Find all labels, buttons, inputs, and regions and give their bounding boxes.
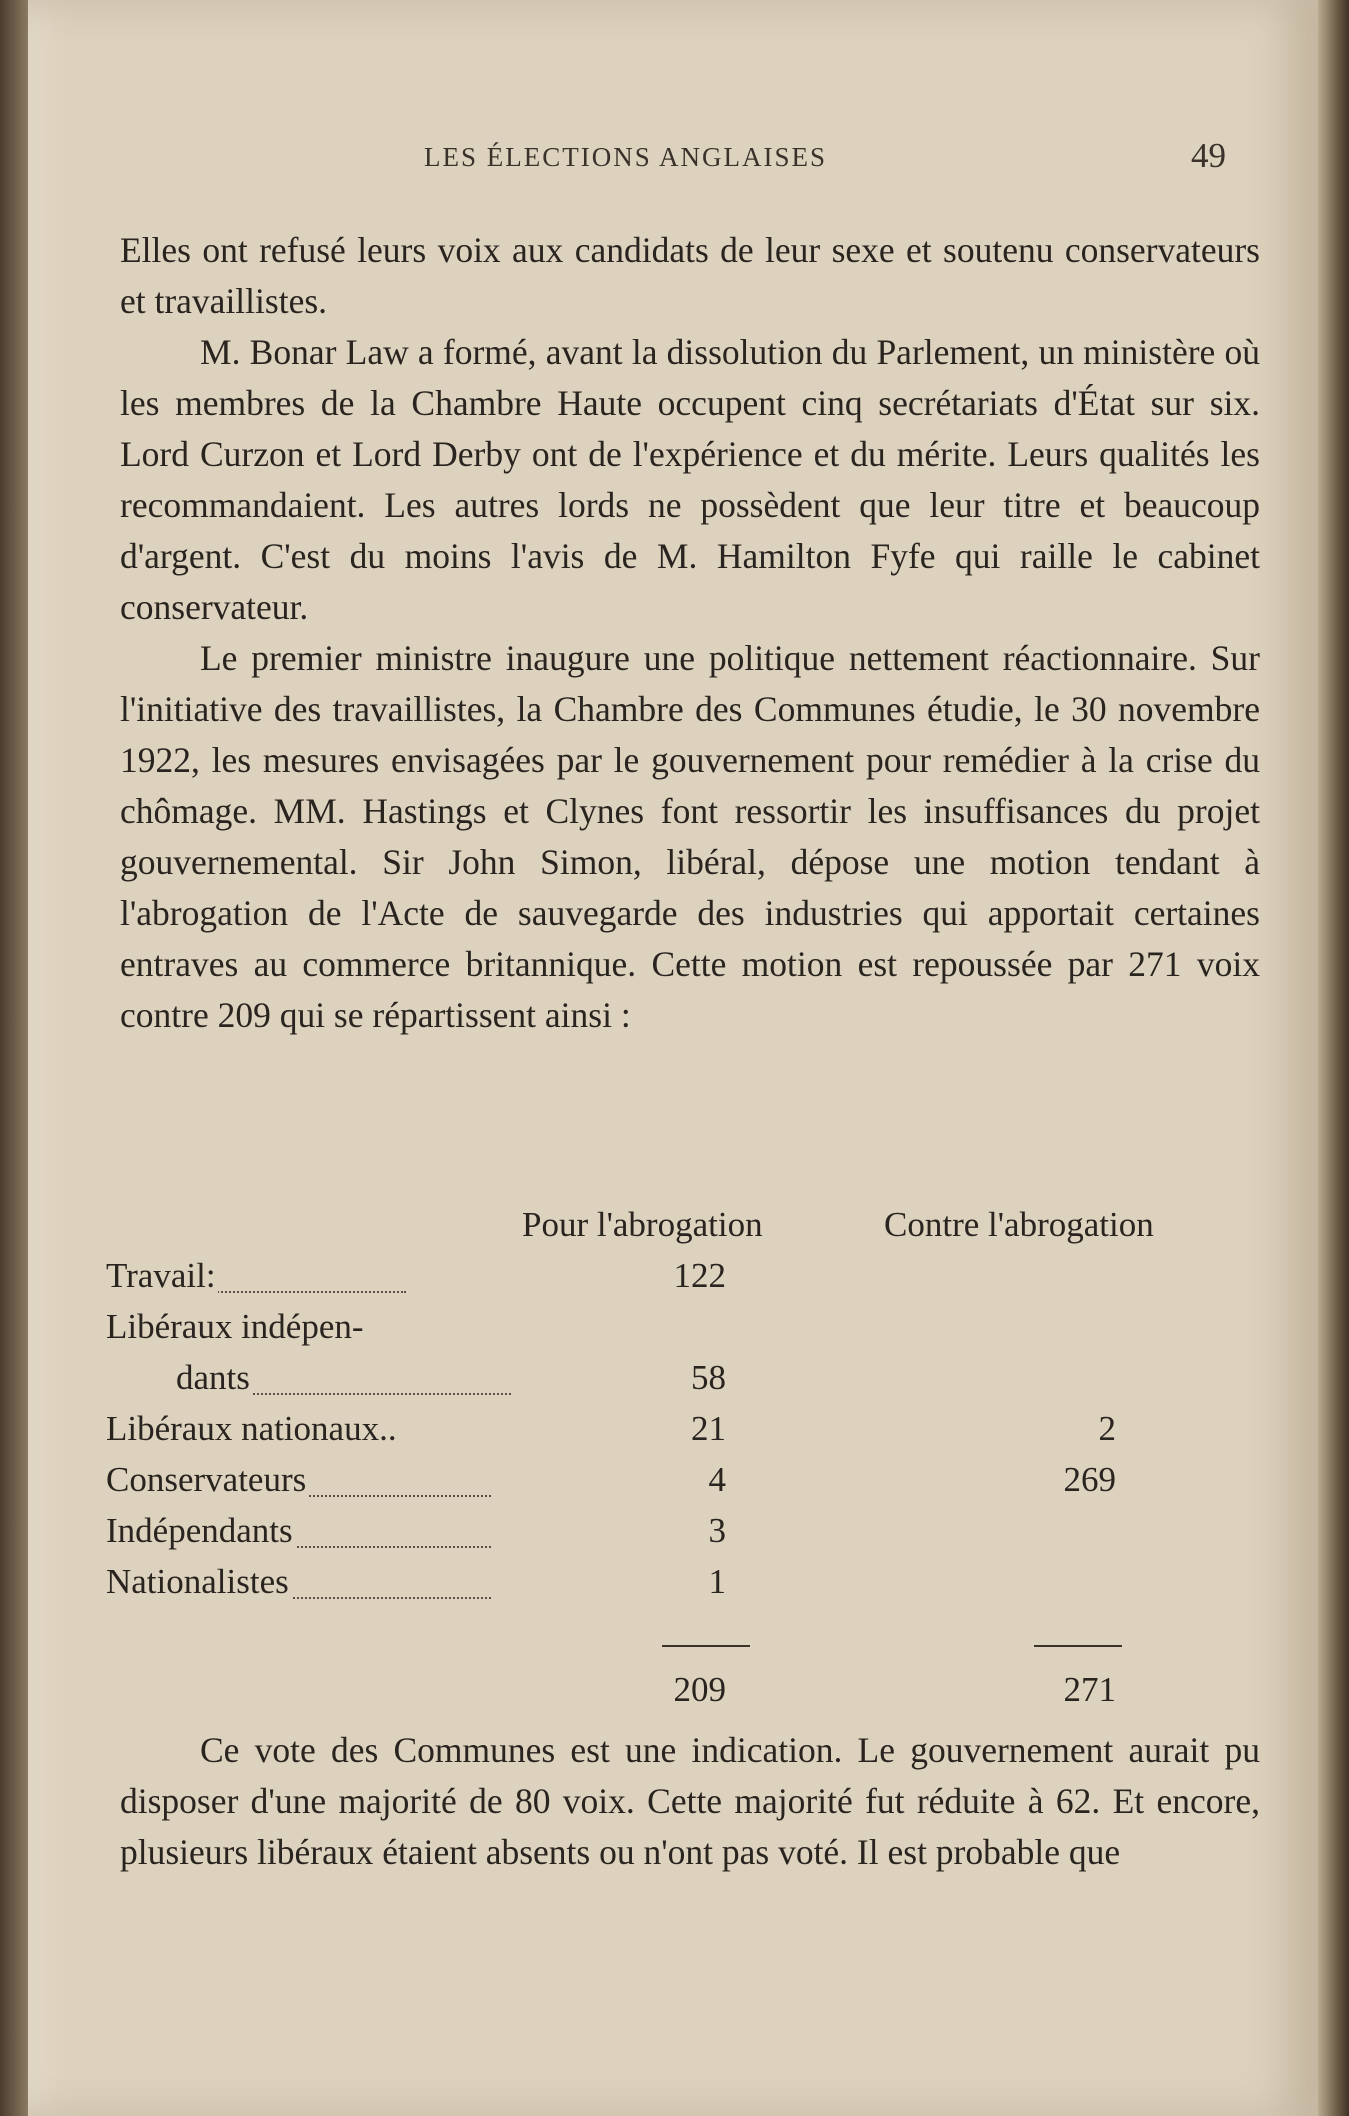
value-contre: 269 xyxy=(1063,1460,1116,1499)
party-label: dants xyxy=(176,1358,511,1409)
page-edge xyxy=(1318,0,1349,2116)
party-label: Libéraux nationaux.. xyxy=(106,1409,397,1448)
party-label: Indépendants xyxy=(106,1511,491,1562)
table-row xyxy=(106,1460,1266,1511)
column-header-contre: Contre l'abrogation xyxy=(884,1205,1154,1244)
closing-text xyxy=(120,1725,1260,1878)
party-label: Conservateurs xyxy=(106,1460,491,1511)
value-pour: 4 xyxy=(708,1460,726,1499)
paragraph-4: Ce vote des Communes est une indication. Le gouvernement aurait pu disposer d'une majorité de 80 voix. Cette majorité fut réduite à 62. Et encore, plusieurs libéraux étaient absents ou n'ont pas voté. Il est probable que xyxy=(120,1730,1260,1872)
table-row xyxy=(106,1562,1266,1613)
total-contre: 271 xyxy=(1063,1670,1116,1709)
book-gutter-shadow xyxy=(0,0,28,2116)
paragraph-1: Elles ont refusé leurs voix aux candidats de leur sexe et soutenu conservateurs et travaillistes. xyxy=(120,230,1260,321)
page-header xyxy=(28,136,1318,176)
table-row xyxy=(106,1256,1266,1307)
vote-table-header xyxy=(106,1205,1266,1256)
running-title: LES ÉLECTIONS ANGLAISES xyxy=(424,142,827,172)
table-row xyxy=(106,1409,1266,1460)
value-pour: 3 xyxy=(708,1511,726,1550)
total-pour: 209 xyxy=(673,1670,726,1709)
value-contre: 2 xyxy=(1098,1409,1116,1448)
table-row xyxy=(106,1511,1266,1562)
party-label: Nationalistes xyxy=(106,1562,491,1613)
paragraph-3: Le premier ministre inaugure une politique nettement réactionnaire. Sur l'initiative des travaillistes, la Chambre des Communes étudie, le 30 novembre 1922, les mesures envisagées par le gouvernement pour remédier à la crise du chômage. MM. Hastings et Clynes font ressortir les insuffisances du projet gouvernemental. Sir John Simon, libéral, dépose une motion tendant à l'abrogation de l'Acte de sauvegarde des industries qui apportait certaines entraves au commerce britannique. Cette motion est repoussée par 271 voix contre 209 qui se répartissent ainsi : xyxy=(120,638,1260,1035)
paragraph-2: M. Bonar Law a formé, avant la dissolution du Parlement, un ministère où les membres de la Chambre Haute occupent cinq secrétariats d'État sur six. Lord Curzon et Lord Derby ont de l'expérience et du mérite. Leurs qualités les recommandaient. Les autres lords ne possèdent que leur titre et beaucoup d'argent. C'est du moins l'avis de M. Hamilton Fyfe qui raille le cabinet conservateur. xyxy=(120,332,1260,627)
party-label: Libéraux indépen- xyxy=(106,1307,364,1346)
totals-row xyxy=(106,1670,1266,1721)
party-label: Travail: xyxy=(106,1256,406,1307)
column-header-pour: Pour l'abrogation xyxy=(522,1205,763,1244)
total-rule-pour xyxy=(662,1645,750,1647)
page-number: 49 xyxy=(1191,136,1226,175)
value-pour: 122 xyxy=(673,1256,726,1295)
table-row xyxy=(106,1307,1266,1358)
value-pour: 21 xyxy=(691,1409,726,1448)
total-rule-contre xyxy=(1034,1645,1122,1647)
book-page xyxy=(28,0,1318,2116)
value-pour: 58 xyxy=(691,1358,726,1397)
body-text xyxy=(120,225,1260,1041)
value-pour: 1 xyxy=(708,1562,726,1601)
table-row xyxy=(106,1358,1266,1409)
